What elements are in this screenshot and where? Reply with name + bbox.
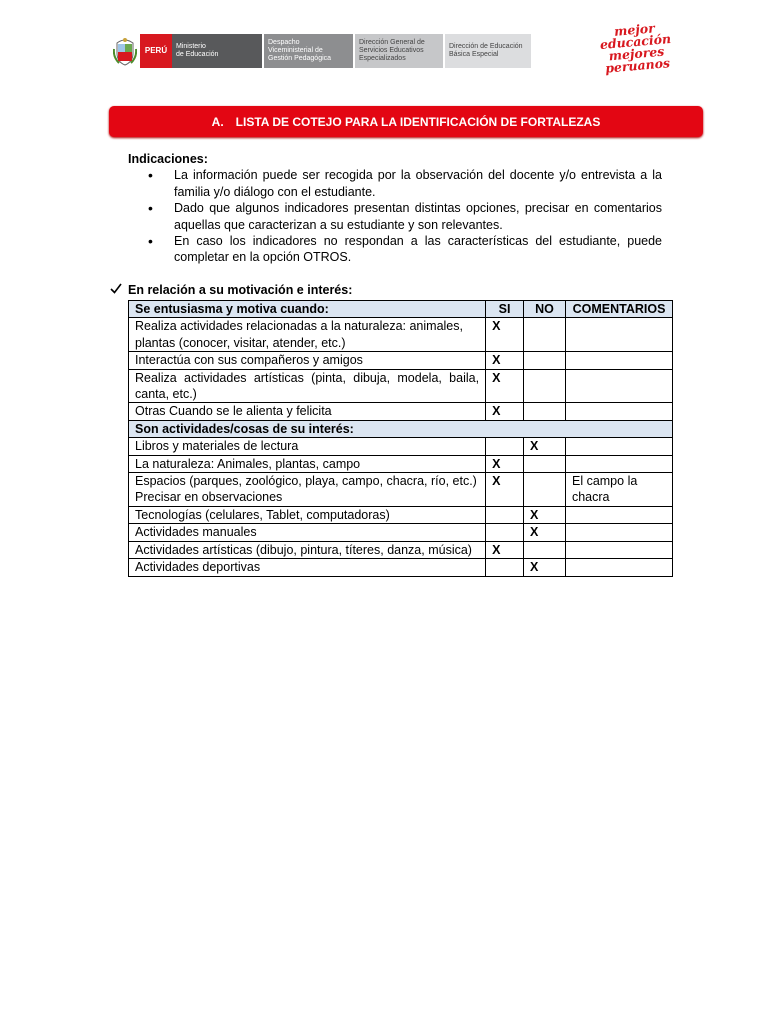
- indications-title: Indicaciones:: [128, 152, 208, 166]
- header-comments: COMENTARIOS: [565, 301, 672, 318]
- indications-list: [128, 167, 662, 265]
- indicator-cell: Actividades manuales: [129, 524, 486, 541]
- section-title-text: En relación a su motivación e interés:: [128, 283, 353, 297]
- table-row: [129, 403, 673, 420]
- si-cell: X: [486, 403, 524, 420]
- direccion-general-label: Dirección General de Servicios Educativos Especializados: [355, 34, 443, 68]
- table-row: [129, 318, 673, 352]
- checklist-table: [128, 300, 673, 577]
- indicator-cell: Otras Cuando se le alienta y felicita: [129, 403, 486, 420]
- si-cell: X: [486, 473, 524, 507]
- comment-cell: [565, 369, 672, 403]
- header-si: SI: [486, 301, 524, 318]
- indicator-cell: La naturaleza: Animales, plantas, campo: [129, 455, 486, 472]
- no-cell: X: [524, 438, 566, 455]
- no-cell: X: [524, 524, 566, 541]
- table-row: [129, 455, 673, 472]
- si-cell: X: [486, 455, 524, 472]
- banner-title: LISTA DE COTEJO PARA LA IDENTIFICACIÓN DE FORTALEZAS: [235, 114, 601, 129]
- indicator-cell: Actividades deportivas: [129, 559, 486, 576]
- despacho-label: Despacho Viceministerial de Gestión Pedagógica: [264, 34, 353, 68]
- slogan-logo: mejor educación mejores peruanos: [599, 20, 672, 76]
- table-row: [129, 438, 673, 455]
- checkmark-icon: [110, 283, 128, 297]
- header-no: NO: [524, 301, 566, 318]
- si-cell: X: [486, 541, 524, 558]
- indicator-text: Espacios (parques, zoológico, playa, campo, chacra, río, etc.): [135, 474, 477, 489]
- si-cell: X: [486, 369, 524, 403]
- table-header-row: [129, 301, 673, 318]
- indication-item: • Dado que algunos indicadores presentan distintas opciones, precisar en comentarios aquellas que caracterizan a su estudiante y son relevantes.: [128, 200, 662, 233]
- table-row: [129, 473, 673, 507]
- comment-cell: [565, 524, 672, 541]
- no-cell: [524, 473, 566, 507]
- indicator-cell: Interactúa con sus compañeros y amigos: [129, 352, 486, 369]
- comment-cell: [565, 438, 672, 455]
- indicator-cell: Tecnologías (celulares, Tablet, computadoras): [129, 506, 486, 523]
- si-cell: [486, 438, 524, 455]
- header-indicator: Se entusiasma y motiva cuando:: [129, 301, 486, 318]
- si-cell: X: [486, 318, 524, 352]
- comment-cell: [565, 506, 672, 523]
- no-cell: [524, 403, 566, 420]
- table-row: [129, 352, 673, 369]
- no-cell: X: [524, 506, 566, 523]
- no-cell: [524, 318, 566, 352]
- table-subheader-row: [129, 420, 673, 437]
- table-row: [129, 541, 673, 558]
- comment-cell: [565, 403, 672, 420]
- indicator-note: Precisar en observaciones: [135, 490, 283, 505]
- subheader-cell: Son actividades/cosas de su interés:: [129, 420, 673, 437]
- comment-cell: [565, 541, 672, 558]
- table-row: [129, 559, 673, 576]
- table-row: [129, 369, 673, 403]
- comment-cell: [565, 352, 672, 369]
- peru-logo: PERÚ: [140, 34, 172, 68]
- header-logos: [112, 34, 531, 70]
- comment-cell: [565, 455, 672, 472]
- table-row: [129, 524, 673, 541]
- indicator-cell: Libros y materiales de lectura: [129, 438, 486, 455]
- ministerio-logo: Ministerio de Educación: [172, 34, 262, 68]
- direccion-ebe-label: Dirección de Educación Básica Especial: [445, 34, 531, 68]
- indications: [128, 151, 662, 266]
- table-row: [129, 506, 673, 523]
- indicator-cell: Actividades artísticas (dibujo, pintura, títeres, danza, música): [129, 541, 486, 558]
- indicator-cell: [129, 473, 486, 507]
- comment-cell: [565, 318, 672, 352]
- indicator-cell: Realiza actividades artísticas (pinta, dibuja, modela, baila, canta, etc.): [129, 369, 486, 403]
- coat-of-arms-icon: [112, 34, 138, 68]
- si-cell: [486, 506, 524, 523]
- no-cell: X: [524, 559, 566, 576]
- section-banner: [109, 106, 703, 137]
- si-cell: X: [486, 352, 524, 369]
- comment-cell: El campo la chacra: [565, 473, 672, 507]
- comment-cell: [565, 559, 672, 576]
- banner-label: A.: [211, 114, 224, 129]
- si-cell: [486, 524, 524, 541]
- no-cell: [524, 541, 566, 558]
- no-cell: [524, 455, 566, 472]
- no-cell: [524, 369, 566, 403]
- indication-item: • La información puede ser recogida por la observación del docente y/o entrevista a la familia y/o diálogo con el estudiante.: [128, 167, 662, 200]
- section-title: [110, 283, 352, 297]
- indication-item: • En caso los indicadores no respondan a las características del estudiante, puede completar en la opción OTROS.: [128, 233, 662, 266]
- no-cell: [524, 352, 566, 369]
- indicator-cell: Realiza actividades relacionadas a la naturaleza: animales, plantas (conocer, visitar, atender, etc.): [129, 318, 486, 352]
- si-cell: [486, 559, 524, 576]
